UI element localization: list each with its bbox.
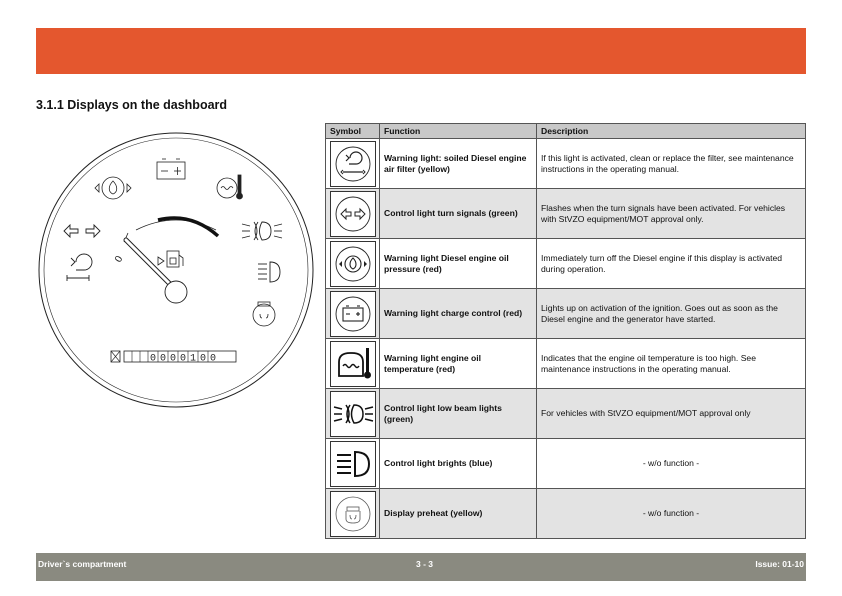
- oil-pressure-icon: [331, 242, 375, 286]
- page-footer: [36, 553, 806, 581]
- oil-temperature-icon: [331, 342, 375, 386]
- table-row: [326, 139, 806, 189]
- function-cell: Warning light charge control (red): [380, 289, 537, 339]
- gauge-zero-label: 0: [113, 254, 126, 265]
- header-symbol: Symbol: [326, 124, 380, 139]
- odometer-digit: 0: [210, 353, 217, 365]
- description-cell: Indicates that the engine oil temperature is too high. See maintenance instructions in the operating manual.: [537, 339, 806, 389]
- table-row: [326, 289, 806, 339]
- table-row: [326, 189, 806, 239]
- description-cell: Flashes when the turn signals have been activated. For vehicles with StVZO equipment/MOT approval only.: [537, 189, 806, 239]
- indicator-table: [325, 123, 806, 539]
- high-beam-icon: [331, 442, 375, 486]
- table-row: [326, 239, 806, 289]
- function-cell: Control light turn signals (green): [380, 189, 537, 239]
- description-cell: Lights up on activation of the ignition. Goes out as soon as the Diesel engine and the generator have started.: [537, 289, 806, 339]
- table-row: [326, 339, 806, 389]
- description-cell: If this light is activated, clean or replace the filter, see maintenance instructions in the operating manual.: [537, 139, 806, 189]
- header-function: Function: [380, 124, 537, 139]
- preheat-icon: [331, 492, 375, 536]
- table-header-row: [326, 124, 806, 139]
- table-row: [326, 389, 806, 439]
- odometer-digit: 0: [200, 353, 207, 365]
- table-row: [326, 489, 806, 539]
- turn-signal-icon: [331, 192, 375, 236]
- low-beam-icon: [331, 392, 375, 436]
- footer-section: Driver`s compartment: [38, 559, 127, 569]
- description-cell: Immediately turn off the Diesel engine if this display is activated during operation.: [537, 239, 806, 289]
- header-band: [36, 28, 806, 74]
- function-cell: Control light brights (blue): [380, 439, 537, 489]
- footer-issue: Issue: 01-10: [755, 559, 804, 569]
- odometer-digit: 0: [180, 353, 187, 365]
- battery-charge-icon: [331, 292, 375, 336]
- description-cell: For vehicles with StVZO equipment/MOT approval only: [537, 389, 806, 439]
- odometer-digit: 0: [150, 353, 157, 365]
- function-cell: Display preheat (yellow): [380, 489, 537, 539]
- section-title: 3.1.1 Displays on the dashboard: [36, 98, 228, 112]
- odometer-digit: 1: [190, 353, 197, 365]
- description-cell: - w/o function -: [537, 439, 806, 489]
- air-filter-icon: [331, 142, 375, 186]
- odometer-digit: 0: [160, 353, 167, 365]
- footer-page-number: 3 - 3: [416, 559, 434, 569]
- function-cell: Warning light Diesel engine oil pressure (red): [380, 239, 537, 289]
- function-cell: Control light low beam lights (green): [380, 389, 537, 439]
- function-cell: Warning light engine oil temperature (red): [380, 339, 537, 389]
- dashboard-gauge: [36, 130, 316, 410]
- table-row: [326, 439, 806, 489]
- header-description: Description: [537, 124, 806, 139]
- function-cell: Warning light: soiled Diesel engine air filter (yellow): [380, 139, 537, 189]
- odometer-digit: 0: [170, 353, 177, 365]
- description-cell: - w/o function -: [537, 489, 806, 539]
